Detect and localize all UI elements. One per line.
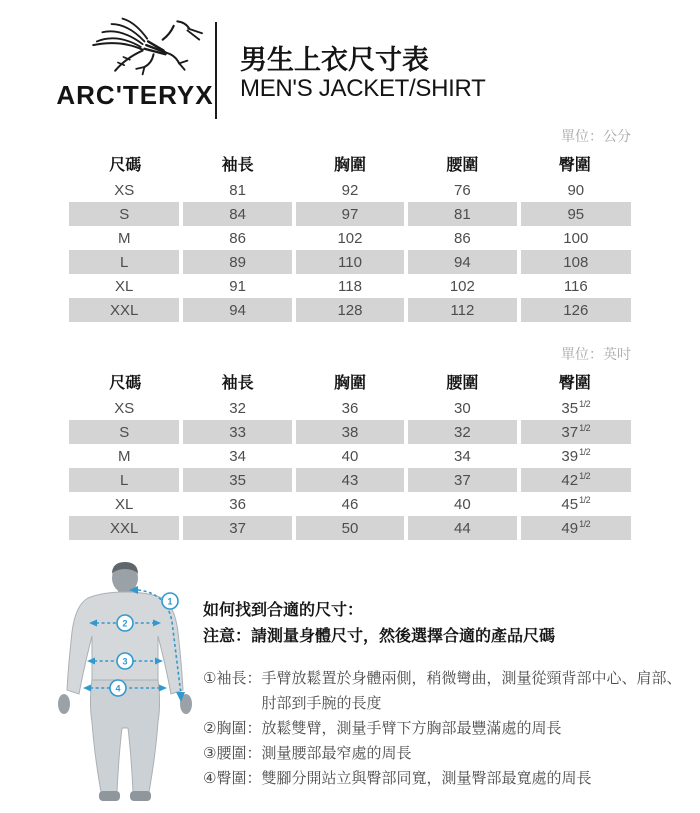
instruction-text: 雙腳分開站立與臀部同寬，測量臀部最寬處的周長 (261, 770, 592, 787)
cell-size: S (69, 202, 181, 226)
cell-chest: 97 (294, 202, 406, 226)
table-row (69, 444, 631, 468)
instruction-text: 測量腰部最窄處的周長 (261, 745, 412, 762)
half-fraction: 1/2 (579, 471, 591, 481)
col-chest: 胸圍 (333, 156, 366, 174)
cell-hip: $37^{1/2}$ (519, 420, 631, 444)
cell-chest: 36 (294, 396, 406, 420)
cell-sleeve: 36 (181, 492, 293, 516)
instruction-label: ②胸圍： (203, 720, 262, 737)
col-chest: 胸圍 (333, 374, 366, 392)
cell-waist: 81 (406, 202, 518, 226)
marker-1: 1 (167, 596, 173, 607)
col-sleeve: 袖長 (221, 374, 254, 392)
cell-sleeve: 84 (181, 202, 293, 226)
cell-chest: 40 (294, 444, 406, 468)
table-header-row (69, 366, 631, 396)
table-row (69, 298, 631, 322)
table-row (69, 468, 631, 492)
cell-hip: 95 (519, 202, 631, 226)
marker-2: 2 (122, 618, 128, 629)
table-row (69, 274, 631, 298)
cell-sleeve: 86 (181, 226, 293, 250)
size-table-inch (69, 366, 631, 540)
cell-waist: 34 (406, 444, 518, 468)
half-fraction: 1/2 (579, 519, 591, 529)
cell-chest: 118 (294, 274, 406, 298)
cell-hip: $39^{1/2}$ (519, 444, 631, 468)
col-sleeve: 袖長 (221, 156, 254, 174)
table-row (69, 516, 631, 540)
cell-sleeve: 81 (181, 178, 293, 202)
col-hip: 臀圍 (558, 374, 591, 392)
cell-hip: $35^{1/2}$ (519, 396, 631, 420)
table-row (69, 202, 631, 226)
cell-size: L (69, 250, 181, 274)
cell-size: XL (115, 277, 134, 295)
cell-size: S (69, 420, 181, 444)
unit-label-inch: 單位：英吋 (561, 346, 631, 362)
guide-note: 注意：請測量身體尺寸，然後選擇合適的產品尺碼 (203, 628, 556, 645)
brand-wordmark: ARC'TERYX (56, 80, 214, 110)
body-measurement-figure (50, 560, 202, 810)
guide-title: 如何找到合適的尺寸： (203, 602, 364, 619)
header-divider (215, 22, 217, 119)
cell-chest: 38 (294, 420, 406, 444)
cell-waist: 40 (406, 492, 518, 516)
cell-chest: 43 (294, 468, 406, 492)
unit-label-cm: 單位：公分 (561, 128, 631, 144)
col-size: 尺碼 (109, 156, 142, 174)
table-row (69, 396, 631, 420)
size-table-cm-block (69, 126, 631, 322)
cell-sleeve: 34 (181, 444, 293, 468)
cell-chest: 128 (294, 298, 406, 322)
cell-size: M (117, 229, 131, 247)
arcteryx-bird-logo-icon (88, 14, 210, 78)
arrowhead (159, 685, 167, 692)
half-fraction: 1/2 (579, 399, 591, 409)
measure-instruction-sleeve (203, 666, 695, 716)
cell-hip: 126 (519, 298, 631, 322)
cell-size: XS (114, 399, 135, 417)
cell-size: L (69, 468, 181, 492)
cell-waist: 37 (406, 468, 518, 492)
cell-chest: 102 (294, 226, 406, 250)
instruction-text: 放鬆雙臂，測量手臂下方胸部最豐滿處的周長 (261, 720, 562, 737)
cell-hip: 108 (519, 250, 631, 274)
measure-instruction-waist (203, 741, 695, 766)
cell-size: XXL (69, 298, 181, 322)
cell-hip: $42^{1/2}$ (519, 468, 631, 492)
arrowhead (155, 658, 163, 665)
cell-chest: 110 (294, 250, 406, 274)
table-row (69, 178, 631, 202)
cell-waist: 86 (406, 226, 518, 250)
marker-4: 4 (115, 683, 121, 694)
cell-sleeve: 91 (181, 274, 293, 298)
half-fraction: 1/2 (579, 423, 591, 433)
instruction-label: ④臀圍： (203, 770, 262, 787)
instruction-label: ①袖長： (203, 670, 262, 687)
cell-size: XXL (69, 516, 181, 540)
sizing-guide (203, 598, 695, 791)
cell-sleeve: 37 (181, 516, 293, 540)
table-row (69, 226, 631, 250)
cell-size: M (117, 447, 131, 465)
figure-left-hand (58, 694, 70, 714)
page-title-en: MEN'S JACKET/SHIRT (240, 75, 486, 102)
guide-list (203, 666, 695, 791)
measure-instruction-chest (203, 716, 695, 741)
cell-chest: 46 (294, 492, 406, 516)
cell-sleeve: 33 (181, 420, 293, 444)
half-fraction: 1/2 (579, 447, 591, 457)
cell-waist: 32 (406, 420, 518, 444)
cell-sleeve: 32 (181, 396, 293, 420)
cell-size: XS (114, 181, 135, 199)
figure-right-foot (130, 791, 151, 801)
cell-waist: 102 (406, 274, 518, 298)
cell-waist: 112 (406, 298, 518, 322)
figure-pants (91, 680, 160, 792)
marker-3: 3 (122, 656, 128, 667)
size-table-cm (69, 148, 631, 322)
page-title-zh: 男生上衣尺寸表 (240, 45, 429, 75)
col-size: 尺碼 (109, 374, 142, 392)
cell-hip: $45^{1/2}$ (519, 492, 631, 516)
cell-hip: 116 (519, 274, 631, 298)
cell-waist: 76 (406, 178, 518, 202)
cell-chest: 50 (294, 516, 406, 540)
cell-waist: 44 (406, 516, 518, 540)
arrowhead (83, 685, 91, 692)
col-waist: 腰圍 (446, 156, 479, 174)
cell-sleeve: 35 (181, 468, 293, 492)
figure-left-foot (99, 791, 120, 801)
cell-waist: 94 (406, 250, 518, 274)
size-table-inch-block (69, 344, 631, 540)
table-header-row (69, 148, 631, 178)
cell-sleeve: 94 (181, 298, 293, 322)
cell-hip: 90 (519, 178, 631, 202)
table-row (69, 250, 631, 274)
cell-hip: $49^{1/2}$ (519, 516, 631, 540)
cell-hip: 100 (519, 226, 631, 250)
col-hip: 臀圍 (558, 156, 591, 174)
table-row (69, 420, 631, 444)
measure-instruction-hip (203, 766, 695, 791)
half-fraction: 1/2 (579, 495, 591, 505)
cell-size: XL (115, 495, 134, 513)
cell-sleeve: 89 (181, 250, 293, 274)
cell-chest: 92 (294, 178, 406, 202)
cell-waist: 30 (406, 396, 518, 420)
instruction-label: ③腰圍： (203, 745, 262, 762)
col-waist: 腰圍 (446, 374, 479, 392)
arrowhead (87, 658, 95, 665)
table-row (69, 492, 631, 516)
instruction-text: 手臂放鬆置於身體兩側，稍微彎曲，測量從頸背部中心、肩部、肘部到手腕的長度 (261, 670, 682, 712)
